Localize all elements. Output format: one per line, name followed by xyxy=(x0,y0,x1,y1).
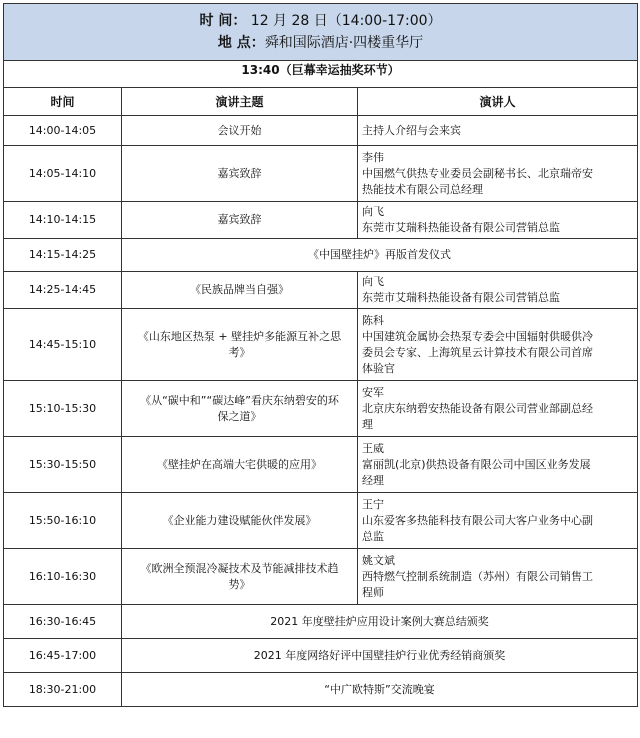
agenda-time: 15:10-15:30 xyxy=(4,381,122,436)
agenda-topic: 《企业能力建设赋能伙伴发展》 xyxy=(122,493,358,548)
speaker-title-line: 中国燃气供热专业委员会副秘书长、北京瑞帝安 xyxy=(362,166,593,180)
agenda-time: 15:30-15:50 xyxy=(4,437,122,492)
time-value: 12 月 28 日（14:00-17:00） xyxy=(246,13,442,29)
agenda-row xyxy=(4,272,637,309)
agenda-speaker xyxy=(358,116,637,145)
agenda-speaker xyxy=(358,493,637,548)
agenda-time: 18:30-21:00 xyxy=(4,673,122,706)
column-header-time: 时间 xyxy=(4,88,122,115)
speaker-name: 向飞 xyxy=(362,275,384,288)
agenda-table xyxy=(3,3,638,707)
agenda-topic: 会议开始 xyxy=(122,116,358,145)
agenda-time: 16:45-17:00 xyxy=(4,639,122,672)
agenda-row xyxy=(4,309,637,381)
speaker-name: 李伟 xyxy=(362,150,384,164)
agenda-time: 14:00-14:05 xyxy=(4,116,122,145)
section-title: 13:40（巨幕幸运抽奖环节） xyxy=(4,61,637,88)
agenda-row xyxy=(4,673,637,707)
agenda-topic: 《中国壁挂炉》再版首发仪式 xyxy=(308,248,451,261)
agenda-speaker xyxy=(358,146,637,201)
speaker-title-line: 西特燃气控制系统制造（苏州）有限公司销售工 xyxy=(362,569,593,583)
column-header-speaker: 演讲人 xyxy=(479,94,516,109)
agenda-topic: 2021 年度壁挂炉应用设计案例大赛总结颁奖 xyxy=(270,614,489,628)
speaker-title-line: 程师 xyxy=(362,585,384,599)
agenda-topic: 《壁挂炉在高端大宅供暖的应用》 xyxy=(122,437,358,492)
agenda-row xyxy=(4,146,637,202)
speaker-title-line: 北京庆东纳碧安热能设备有限公司营业部副总经 xyxy=(362,401,593,415)
agenda-speaker xyxy=(358,437,637,492)
speaker-title-line: 东莞市艾瑞科热能设备有限公司营销总监 xyxy=(362,291,560,304)
time-label: 时 间： xyxy=(199,13,247,29)
speaker-title-line: 体验官 xyxy=(362,361,395,375)
speaker-title-line: 经理 xyxy=(362,473,384,487)
agenda-time: 14:45-15:10 xyxy=(4,309,122,380)
speaker-title-line: 东莞市艾瑞科热能设备有限公司营销总监 xyxy=(362,221,560,234)
agenda-time: 16:10-16:30 xyxy=(4,549,122,604)
agenda-time: 15:50-16:10 xyxy=(4,493,122,548)
agenda-rows xyxy=(4,116,637,707)
agenda-row xyxy=(4,202,637,239)
agenda-row xyxy=(4,381,637,437)
header-band xyxy=(4,4,637,61)
agenda-row xyxy=(4,437,637,493)
agenda-topic: “中广欧特斯”交流晚宴 xyxy=(324,682,435,696)
agenda-topic: 《从“碳中和”“碳达峰”看庆东纳碧安的环保之道》 xyxy=(122,381,358,436)
speaker-name: 安军 xyxy=(362,385,384,399)
agenda-time: 16:30-16:45 xyxy=(4,605,122,638)
agenda-row xyxy=(4,549,637,605)
speaker-name: 王宁 xyxy=(362,497,384,511)
speaker-title-line: 总监 xyxy=(362,529,384,543)
speaker-name: 王威 xyxy=(362,441,384,455)
agenda-row xyxy=(4,639,637,673)
agenda-speaker xyxy=(358,272,637,308)
agenda-time: 14:15-14:25 xyxy=(4,239,122,271)
time-line xyxy=(199,10,441,32)
agenda-topic: 嘉宾致辞 xyxy=(122,202,358,238)
agenda-time: 14:25-14:45 xyxy=(4,272,122,308)
agenda-topic: 《山东地区热泵 + 壁挂炉多能源互补之思考》 xyxy=(122,309,358,380)
agenda-time: 14:05-14:10 xyxy=(4,146,122,201)
speaker-title-line: 理 xyxy=(362,417,373,431)
agenda-topic: 2021 年度网络好评中国壁挂炉行业优秀经销商颁奖 xyxy=(253,648,506,662)
speaker-name: 主持人介绍与会来宾 xyxy=(362,123,461,137)
agenda-speaker xyxy=(358,202,637,238)
column-header-row xyxy=(4,88,637,116)
speaker-title-line: 委员会专家、上海筑星云计算技术有限公司首席 xyxy=(362,345,593,359)
agenda-topic: 嘉宾致辞 xyxy=(122,146,358,201)
speaker-name: 陈科 xyxy=(362,313,384,327)
agenda-topic: 《民族品牌当自强》 xyxy=(122,272,358,308)
agenda-row xyxy=(4,116,637,146)
agenda-row xyxy=(4,605,637,639)
speaker-title-line: 山东爱客多热能科技有限公司大客户业务中心副 xyxy=(362,513,593,527)
column-header-topic: 演讲主题 xyxy=(122,88,358,115)
agenda-speaker xyxy=(358,309,637,380)
venue-value: 舜和国际酒店·四楼重华厅 xyxy=(264,35,424,51)
speaker-name: 向飞 xyxy=(362,205,384,218)
agenda-topic: 《欧洲全预混冷凝技术及节能减排技术趋势》 xyxy=(122,549,358,604)
agenda-row xyxy=(4,239,637,272)
agenda-row xyxy=(4,493,637,549)
agenda-time: 14:10-14:15 xyxy=(4,202,122,238)
speaker-title-line: 富丽凯(北京)供热设备有限公司中国区业务发展 xyxy=(362,457,591,471)
venue-line xyxy=(218,32,423,54)
speaker-name: 姚文斌 xyxy=(362,553,395,567)
speaker-title-line: 中国建筑金属协会热泵专委会中国辐射供暖供冷 xyxy=(362,329,593,343)
agenda-speaker xyxy=(358,549,637,604)
agenda-speaker xyxy=(358,381,637,436)
speaker-title-line: 热能技术有限公司总经理 xyxy=(362,182,483,196)
venue-label: 地 点： xyxy=(217,35,265,51)
